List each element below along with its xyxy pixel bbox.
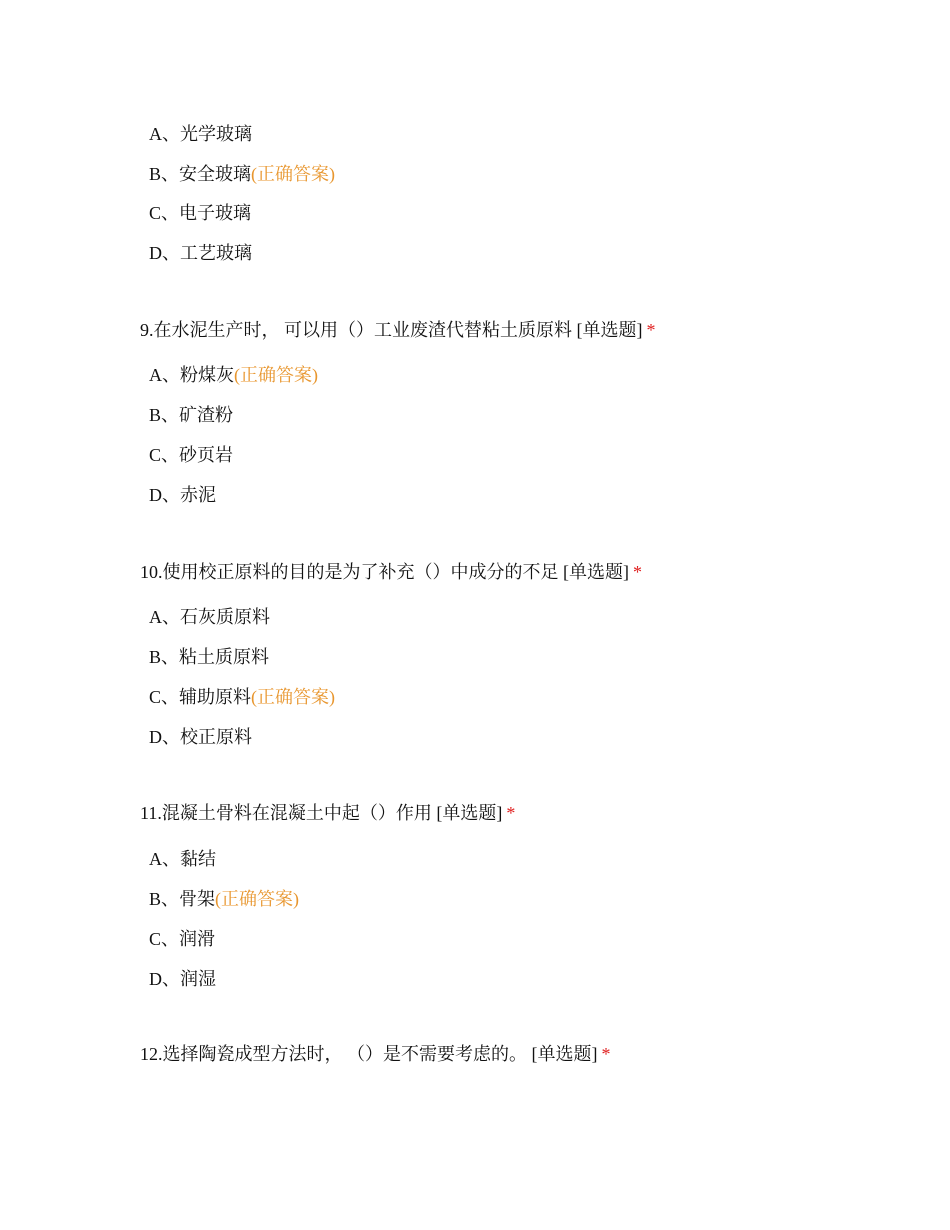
option-text: D、赤泥 xyxy=(149,485,216,505)
q11-option-d xyxy=(149,967,216,991)
correct-answer-tag: (正确答案) xyxy=(234,365,318,385)
option-text: B、骨架 xyxy=(149,889,216,909)
q11-option-c xyxy=(149,927,215,951)
correct-answer-tag: (正确答案) xyxy=(251,164,336,184)
question-text: 11.混凝土骨料在混凝土中起（）作用 [单选题] xyxy=(140,803,503,823)
q9-option-d xyxy=(149,483,216,507)
option-text: D、校正原料 xyxy=(149,727,252,747)
question-title xyxy=(140,801,515,825)
option-text: B、安全玻璃 xyxy=(149,164,252,184)
q11-option-a xyxy=(149,847,216,871)
option-text: A、黏结 xyxy=(149,849,216,869)
question-title xyxy=(140,1042,611,1066)
question-text: 12.选择陶瓷成型方法时， （）是不需要考虑的。 [单选题] xyxy=(140,1044,598,1064)
option-text: A、光学玻璃 xyxy=(149,124,252,144)
option-text: D、润湿 xyxy=(149,969,216,989)
option-text: C、砂页岩 xyxy=(149,445,234,465)
q8-option-b xyxy=(149,162,335,186)
option-text: A、石灰质原料 xyxy=(149,607,270,627)
q10-option-c xyxy=(149,685,335,709)
q8-option-c xyxy=(149,201,251,225)
option-text: B、矿渣粉 xyxy=(149,405,234,425)
correct-answer-tag: (正确答案) xyxy=(251,687,336,707)
question-title xyxy=(140,560,642,584)
option-text: B、粘土质原料 xyxy=(149,647,270,667)
required-mark: * xyxy=(633,562,642,582)
q10-option-b xyxy=(149,645,269,669)
option-text: A、粉煤灰 xyxy=(149,365,234,385)
required-mark: * xyxy=(601,1044,611,1064)
option-text: C、辅助原料 xyxy=(149,687,252,707)
q9-option-a xyxy=(149,363,318,387)
question-text: 10.使用校正原料的目的是为了补充（）中成分的不足 [单选题] xyxy=(140,562,629,582)
q10-option-a xyxy=(149,605,270,629)
required-mark: * xyxy=(646,320,656,340)
option-text: C、电子玻璃 xyxy=(149,203,252,223)
option-text: C、润滑 xyxy=(149,929,216,949)
required-mark: * xyxy=(506,803,516,823)
option-text: D、工艺玻璃 xyxy=(149,243,252,263)
q9-option-c xyxy=(149,443,233,467)
q10-option-d xyxy=(149,725,252,749)
q8-option-d xyxy=(149,241,252,265)
q11-option-b xyxy=(149,887,299,911)
q8-option-a xyxy=(149,122,252,146)
question-text: 9.在水泥生产时， 可以用（）工业废渣代替粘土质原料 [单选题] xyxy=(140,320,643,340)
question-title xyxy=(140,318,656,342)
q9-option-b xyxy=(149,403,233,427)
correct-answer-tag: (正确答案) xyxy=(215,889,300,909)
